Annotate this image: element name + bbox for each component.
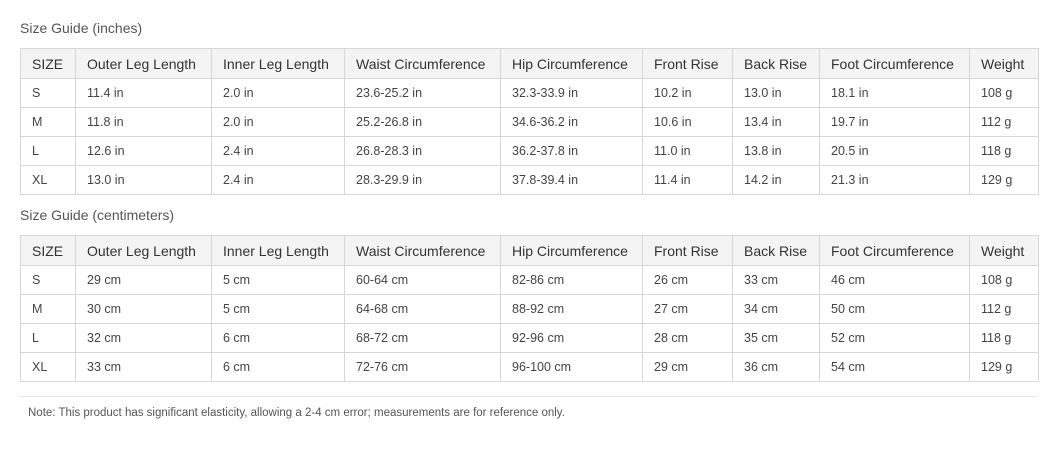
header-hip-circumference: Hip Circumference: [501, 49, 643, 79]
table-row: [21, 166, 1039, 195]
table-cell: 82-86 cm: [501, 266, 643, 295]
table-cell: 11.0 in: [643, 137, 733, 166]
table-row: [21, 137, 1039, 166]
table-cell: 5 cm: [212, 295, 345, 324]
table-cell: 11.8 in: [76, 108, 212, 137]
table-cell: 92-96 cm: [501, 324, 643, 353]
table-cell: 50 cm: [820, 295, 970, 324]
table-cell: 13.0 in: [76, 166, 212, 195]
table-cell: 52 cm: [820, 324, 970, 353]
table-cell: 2.0 in: [212, 79, 345, 108]
table-cell: 2.4 in: [212, 137, 345, 166]
table-cell: 29 cm: [76, 266, 212, 295]
header-back-rise: Back Rise: [733, 49, 820, 79]
table-row: [21, 79, 1039, 108]
table-cell: 26.8-28.3 in: [345, 137, 501, 166]
table-cell: 21.3 in: [820, 166, 970, 195]
header-weight: Weight: [970, 49, 1039, 79]
table-cell: 129 g: [970, 353, 1039, 382]
table-cell: 35 cm: [733, 324, 820, 353]
table-row: [21, 324, 1039, 353]
table-cell: L: [21, 324, 76, 353]
table-cell: 27 cm: [643, 295, 733, 324]
table-cell: 28 cm: [643, 324, 733, 353]
table-cell: 34 cm: [733, 295, 820, 324]
table-cell: 19.7 in: [820, 108, 970, 137]
table-cell: 37.8-39.4 in: [501, 166, 643, 195]
table-cell: 72-76 cm: [345, 353, 501, 382]
table-cell: XL: [21, 166, 76, 195]
table-header-row: [21, 236, 1039, 266]
table-cell: 26 cm: [643, 266, 733, 295]
table-cell: 13.8 in: [733, 137, 820, 166]
header-back-rise: Back Rise: [733, 236, 820, 266]
table-row: [21, 353, 1039, 382]
header-outer-leg-length: Outer Leg Length: [76, 236, 212, 266]
table-cell: M: [21, 108, 76, 137]
table-cell: 30 cm: [76, 295, 212, 324]
header-size: SIZE: [21, 236, 76, 266]
header-inner-leg-length: Inner Leg Length: [212, 236, 345, 266]
table-cell: S: [21, 79, 76, 108]
table-cell: 12.6 in: [76, 137, 212, 166]
table-cell: 68-72 cm: [345, 324, 501, 353]
table-cell: 33 cm: [76, 353, 212, 382]
table-cell: 13.0 in: [733, 79, 820, 108]
centimeters-caption: Size Guide (centimeters): [20, 207, 175, 223]
table-cell: 112 g: [970, 295, 1039, 324]
header-waist-circumference: Waist Circumference: [345, 49, 501, 79]
table-row: [21, 295, 1039, 324]
table-cell: 129 g: [970, 166, 1039, 195]
centimeters-table: [20, 235, 1039, 382]
table-cell: 11.4 in: [76, 79, 212, 108]
table-cell: 6 cm: [212, 324, 345, 353]
table-cell: 28.3-29.9 in: [345, 166, 501, 195]
table-cell: 60-64 cm: [345, 266, 501, 295]
table-cell: 34.6-36.2 in: [501, 108, 643, 137]
table-cell: 54 cm: [820, 353, 970, 382]
table-cell: 14.2 in: [733, 166, 820, 195]
table-cell: 13.4 in: [733, 108, 820, 137]
table-cell: 88-92 cm: [501, 295, 643, 324]
elasticity-note: Note: This product has significant elasticity, allowing a 2-4 cm error; measurements are for reference only.: [28, 407, 565, 419]
header-front-rise: Front Rise: [643, 49, 733, 79]
inches-caption: Size Guide (inches): [20, 20, 143, 36]
table-cell: 20.5 in: [820, 137, 970, 166]
table-cell: 2.4 in: [212, 166, 345, 195]
table-cell: 108 g: [970, 266, 1039, 295]
header-foot-circumference: Foot Circumference: [820, 49, 970, 79]
table-cell: 46 cm: [820, 266, 970, 295]
table-cell: 10.6 in: [643, 108, 733, 137]
table-cell: 118 g: [970, 324, 1039, 353]
table-cell: 108 g: [970, 79, 1039, 108]
table-cell: 32.3-33.9 in: [501, 79, 643, 108]
header-size: SIZE: [21, 49, 76, 79]
header-outer-leg-length: Outer Leg Length: [76, 49, 212, 79]
table-cell: S: [21, 266, 76, 295]
table-cell: 96-100 cm: [501, 353, 643, 382]
header-weight: Weight: [970, 236, 1039, 266]
table-cell: 18.1 in: [820, 79, 970, 108]
table-cell: M: [21, 295, 76, 324]
table-cell: 118 g: [970, 137, 1039, 166]
header-foot-circumference: Foot Circumference: [820, 236, 970, 266]
table-cell: 5 cm: [212, 266, 345, 295]
table-cell: 6 cm: [212, 353, 345, 382]
table-row: [21, 266, 1039, 295]
table-cell: 25.2-26.8 in: [345, 108, 501, 137]
table-cell: 10.2 in: [643, 79, 733, 108]
table-cell: 64-68 cm: [345, 295, 501, 324]
header-inner-leg-length: Inner Leg Length: [212, 49, 345, 79]
table-cell: 29 cm: [643, 353, 733, 382]
table-row: [21, 108, 1039, 137]
table-cell: 36.2-37.8 in: [501, 137, 643, 166]
table-cell: 36 cm: [733, 353, 820, 382]
header-waist-circumference: Waist Circumference: [345, 236, 501, 266]
table-cell: 32 cm: [76, 324, 212, 353]
table-cell: L: [21, 137, 76, 166]
inches-table: [20, 48, 1039, 195]
table-cell: 33 cm: [733, 266, 820, 295]
table-cell: 23.6-25.2 in: [345, 79, 501, 108]
table-header-row: [21, 49, 1039, 79]
header-front-rise: Front Rise: [643, 236, 733, 266]
table-cell: 2.0 in: [212, 108, 345, 137]
divider: [20, 396, 1038, 397]
table-cell: 112 g: [970, 108, 1039, 137]
header-hip-circumference: Hip Circumference: [501, 236, 643, 266]
table-cell: 11.4 in: [643, 166, 733, 195]
size-guide: [20, 0, 1038, 421]
table-cell: XL: [21, 353, 76, 382]
